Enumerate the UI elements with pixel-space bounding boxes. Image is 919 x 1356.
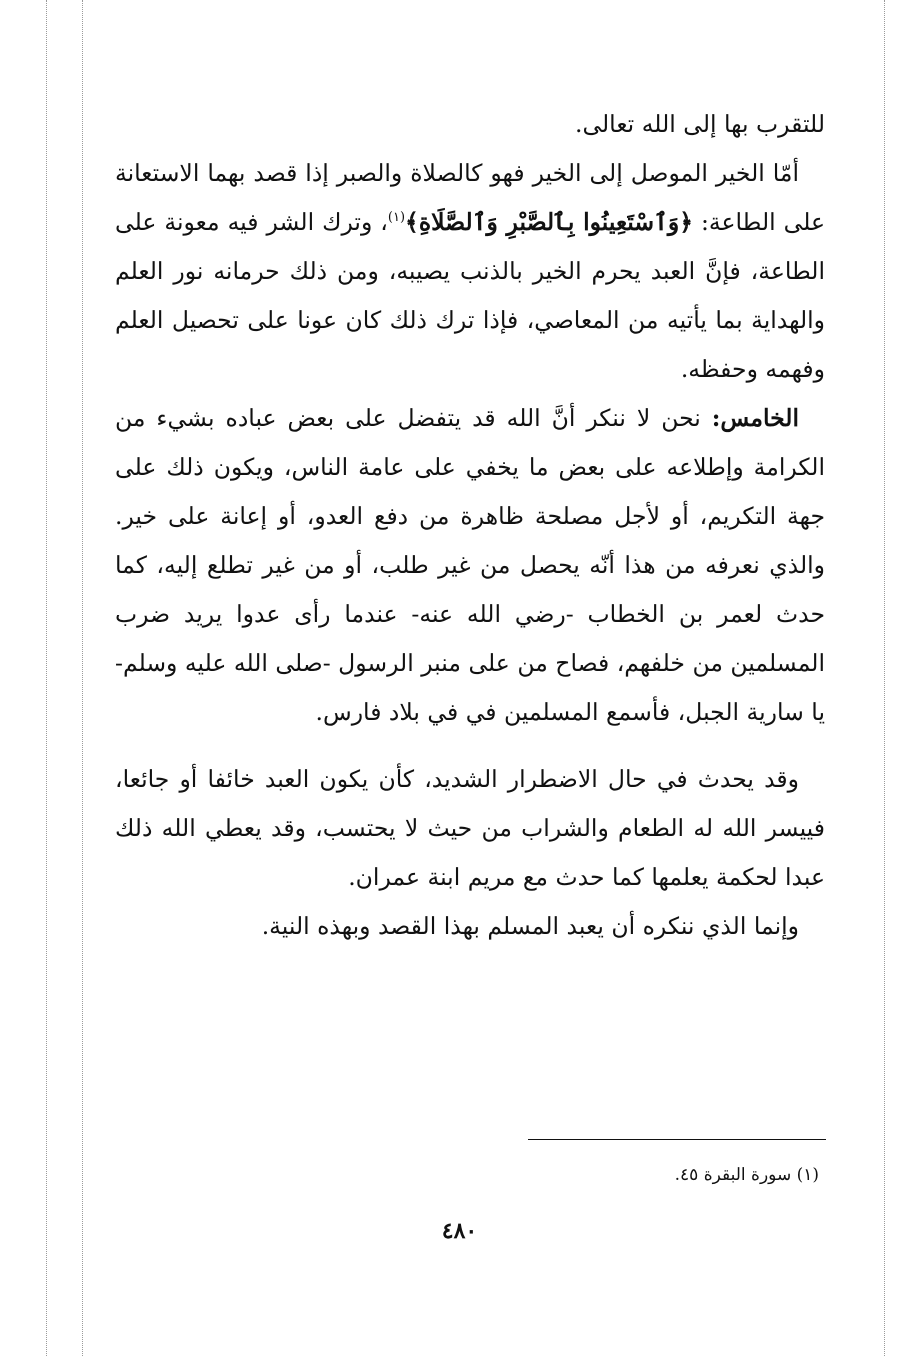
page-body: [115, 100, 825, 951]
paragraph-text: وقد يحدث في حال الاضطرار الشديد، كأن يكون العبد خائفا أو جائعا، فييسر الله له الطعام والشراب من حيث لا يحتسب، وقد يعطي الله ذلك عبدا لحكمة يعلمها كما حدث مع مريم ابنة عمران.: [115, 765, 825, 891]
section-lead-word: الخامس:: [711, 404, 799, 432]
quran-verse: ﴿وَٱسْتَعِينُوا بِٱلصَّبْرِ وَٱلصَّلَاةِ﴾: [405, 208, 693, 236]
paragraph-text: أمّا الخير الموصل إلى الخير فهو كالصلاة والصبر إذا قصد بهما الاستعانة على الطاعة:: [115, 159, 826, 236]
scan-artifact-line: [46, 0, 47, 1356]
paragraph-opening: [115, 100, 825, 149]
paragraph-closing: [115, 902, 825, 951]
footnote: (١) سورة البقرة ٤٥.: [674, 1165, 819, 1185]
page-number: ٤٨٠: [441, 1218, 478, 1244]
scan-artifact-line: [884, 0, 885, 1356]
paragraph-fifth: [115, 394, 825, 737]
paragraph-text: للتقرب بها إلى الله تعالى.: [574, 110, 825, 138]
paragraph-text: نحن لا ننكر أنَّ الله قد يتفضل على بعض عباده بشيء من الكرامة وإطلاعه على بعض ما يخفي على عامة الناس، ويكون ذلك على جهة التكريم، أو لأجل مصلحة ظاهرة من دفع العدو، أو إعانة على خير. والذي نعرفه من هذا أنّه يحصل من غير طلب، أو من غير تطلع إليه، كما حدث لعمر بن الخطاب -رضي الله عنه- عندما رأى عدوا يريد ضرب المسلمين من خلفهم، فصاح من على منبر الرسول -صلى الله عليه وسلم- يا سارية الجبل، فأسمع المسلمين في في بلاد فارس.: [115, 404, 825, 726]
footnote-reference[interactable]: (١): [387, 210, 406, 226]
paragraph-good-leading-to-good: [115, 149, 825, 394]
footnote-divider: [528, 1139, 826, 1140]
paragraph-text: وإنما الذي ننكره أن يعبد المسلم بهذا القصد وبهذه النية.: [261, 912, 799, 940]
paragraph-text: ، وترك الشر فيه معونة على الطاعة، فإنَّ العبد يحرم الخير بالذنب يصيبه، ومن ذلك حرمانه نور العلم والهداية بما يأتيه من المعاصي، فإذا ترك ذلك كان عونا على تحصيل العلم وفهمه وحفظه.: [115, 208, 825, 383]
scan-artifact-line: [82, 0, 83, 1356]
paragraph-necessity: [115, 755, 825, 902]
